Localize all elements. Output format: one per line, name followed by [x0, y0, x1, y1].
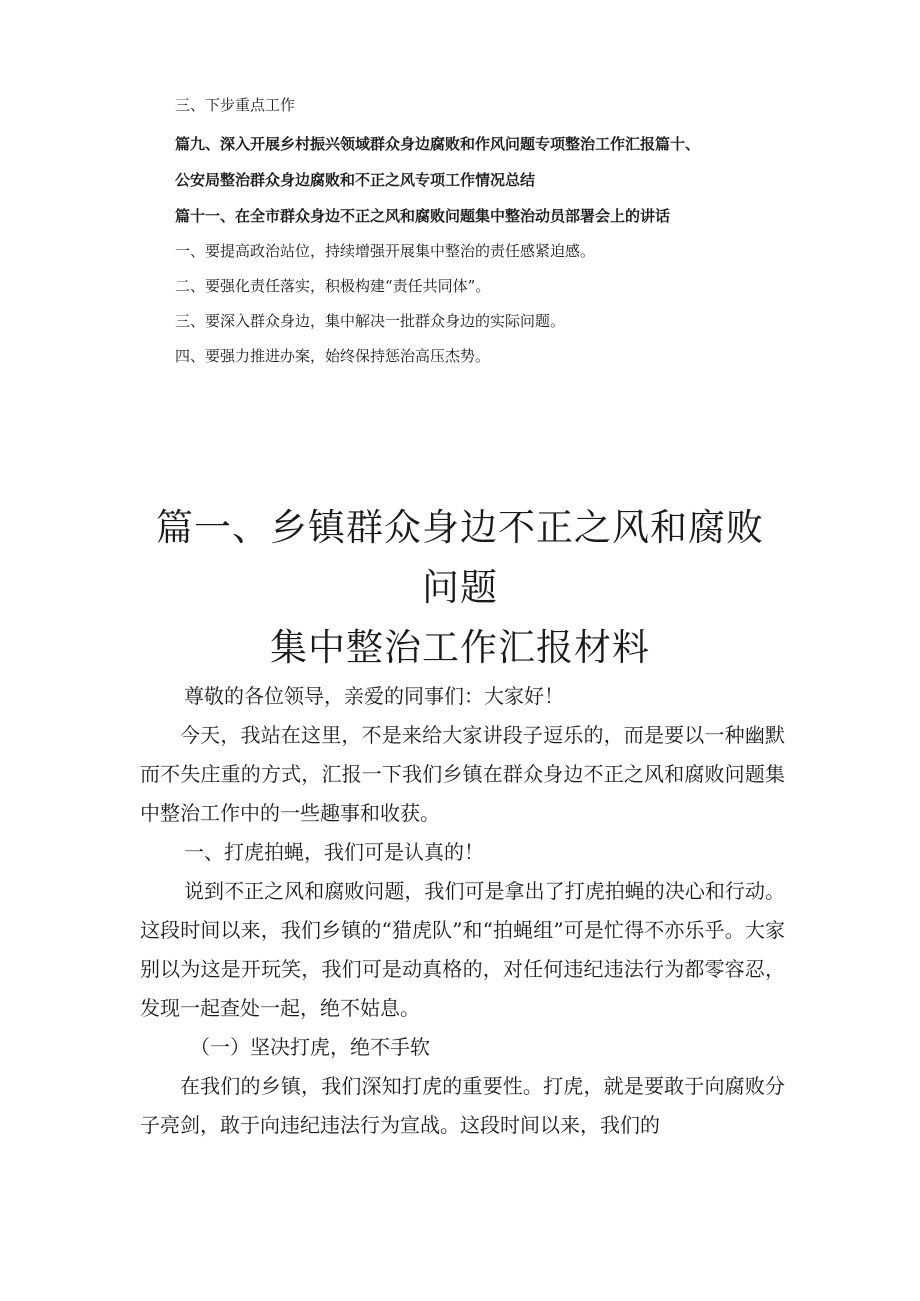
greeting: 尊敬的各位领导，亲爱的同事们：大家好！ [184, 684, 564, 708]
toc-item: 一、要提高政治站位，持续增强开展集中整治的责任感紧迫感。 [175, 242, 596, 260]
paragraph: 今天，我站在这里，不是来给大家讲段子逗乐的，而是要以一种幽默而不失庄重的方式，汇报一下我们乡镇在群众身边不正之风和腐败问题集中整治工作中的一些趣事和收获。 [140, 723, 785, 825]
toc-item: 三、要深入群众身边，集中解决一批群众身边的实际问题。 [175, 312, 566, 330]
page-title [140, 498, 780, 678]
subsection-heading: （一）坚决打虎，绝不手软 [190, 1035, 430, 1059]
toc-item: 三、下步重点工作 [175, 96, 296, 114]
paragraph: 在我们的乡镇，我们深知打虎的重要性。打虎，就是要敢于向腐败分子亮剑，敢于向违纪违法行为宣战。这段时间以来，我们的 [140, 1074, 785, 1137]
title-line-1: 篇一、乡镇群众身边不正之风和腐败问题 [156, 506, 764, 609]
toc-item: 公安局整治群众身边腐败和不正之风专项工作情况总结 [175, 171, 536, 189]
toc-item: 四、要强力推进办案，始终保持惩治高压杰势。 [175, 347, 491, 365]
toc-item: 篇十一、在全市群众身边不正之风和腐败问题集中整治动员部署会上的讲话 [175, 207, 671, 225]
section-heading: 一、打虎拍蝇，我们可是认真的！ [184, 840, 484, 864]
table-of-contents [175, 94, 875, 380]
toc-item: 二、要强化责任落实，积极构建“责任共同体”。 [175, 277, 491, 295]
body-text [140, 677, 785, 1145]
toc-item: 篇九、深入开展乡村振兴领域群众身边腐败和作风问题专项整治工作汇报篇十、 [175, 135, 701, 153]
paragraph: 说到不正之风和腐败问题，我们可是拿出了打虎拍蝇的决心和行动。这段时间以来，我们乡镇的“猎虎队”和“拍蝇组”可是忙得不亦乐乎。大家别以为这是开玩笑，我们可是动真格的，对任何违纪违法行为都零容忍，发现一起查处一起，绝不姑息。 [140, 879, 785, 1020]
title-line-2: 集中整治工作汇报材料 [270, 626, 650, 669]
